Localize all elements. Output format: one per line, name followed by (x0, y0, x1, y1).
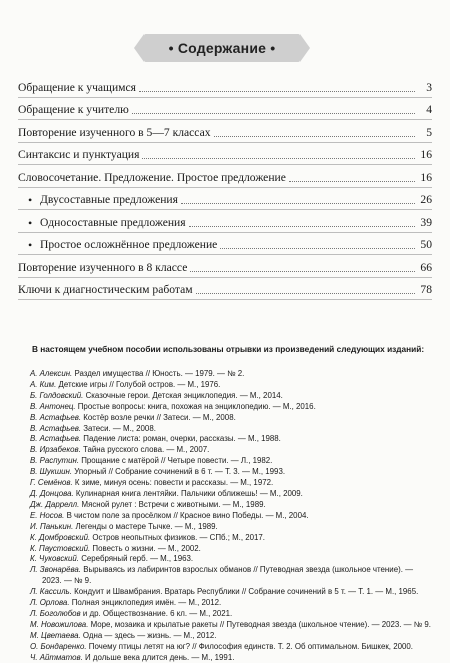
reference-author: К. Паустовский. (30, 543, 91, 553)
reference-author: В. Распутин. (30, 456, 80, 466)
reference-text: Море, мозаика и крылатые ракеты // Путеводная звезда (школьное чтение). — 2023. — № 9. (88, 619, 431, 629)
reference-author: А. Алексин. (30, 369, 73, 378)
reference-item (30, 609, 434, 620)
reference-text: Затеси. — М., 2008. (81, 423, 156, 433)
toc-entry-title: Обращение к учащимся (18, 80, 136, 94)
bullet-icon: • (28, 238, 33, 252)
toc-entry (18, 275, 432, 298)
toc-entry-page: 26 (420, 193, 432, 206)
reference-item (30, 653, 434, 663)
reference-text: Костёр возле речки // Затеси. — М., 2008. (81, 412, 236, 422)
reference-text: Вырываясь из лабиринтов взрослых обманов // Путеводная звезда (школьное чтение). — 2023. — № 9. (42, 565, 413, 586)
reference-item (30, 402, 434, 413)
reference-author: Л. Боголюбов (30, 608, 81, 618)
toc-entry-title: Синтаксис и пунктуация (18, 148, 140, 161)
bullet-icon: • (28, 215, 33, 230)
contents-header (144, 34, 300, 62)
reference-item (30, 456, 434, 467)
reference-item (30, 445, 434, 456)
reference-item (30, 522, 434, 533)
reference-text: Раздел имущества // Юность. — 1979. — № 2. (72, 369, 245, 378)
reference-author: Д. Донцова. (30, 488, 74, 498)
sources-intro: В настоящем учебном пособии использованы отрывки из произведений следующих изданий: (32, 344, 425, 354)
reference-text: Сказочные герои. Детская энциклопедия. — М., 2014. (83, 390, 283, 400)
dot-leader (214, 135, 415, 137)
reference-text: В чистом поле за просёлком // Красное вино Победы. — М., 2004. (64, 510, 309, 520)
dot-leader (189, 225, 415, 227)
toc-entry-title: Простое осложнённое предложение (40, 238, 218, 251)
toc-entry-page: 78 (420, 283, 432, 296)
toc-entry (18, 185, 432, 208)
reference-text: Легенды о мастере Тычке. — М., 1989. (73, 521, 218, 531)
reference-item (30, 380, 434, 391)
toc-entry (18, 162, 432, 185)
reference-item (30, 511, 434, 522)
reference-text: Детские игры // Голубой остров. — М., 1976. (56, 379, 221, 389)
reference-text: Тайна русского слова. — М., 2007. (80, 445, 210, 455)
reference-text: Полная энциклопедия имён. — М., 2012. (69, 598, 222, 608)
reference-item (30, 620, 434, 631)
reference-author: Дж. Даррелл. (30, 499, 80, 509)
reference-author: И. Панькин. (30, 521, 74, 531)
reference-author: Л. Орлова. (30, 598, 70, 608)
reference-text: Повесть о жизни. — М., 2002. (90, 543, 201, 553)
reference-item (30, 478, 434, 489)
dot-leader (196, 292, 415, 294)
toc-entry (18, 252, 432, 275)
dot-leader (142, 157, 415, 159)
reference-item (30, 554, 434, 565)
reference-item (30, 391, 434, 402)
reference-text: Остров неопытных физиков. — СПб.; М., 2017. (90, 532, 265, 542)
reference-author: Е. Носов. (30, 510, 65, 520)
dot-leader (289, 180, 415, 182)
toc-entry-page: 3 (426, 80, 432, 94)
reference-author: О. Бондаренко. (30, 641, 87, 651)
toc-entry-title: Ключи к диагностическим работам (18, 283, 193, 296)
reference-text: К зиме, минуя осень: повести и рассказы. — М., 1972. (72, 478, 274, 488)
toc-entry-page: 16 (420, 148, 432, 161)
toc-entry-page: 4 (426, 103, 432, 116)
reference-text: Упорный // Собрание сочинений в 6 т. — Т. 3. — М., 1993. (72, 467, 286, 477)
reference-author: М. Цветаева. (30, 630, 81, 640)
toc-entry (18, 207, 432, 230)
reference-author: В. Астафьев. (30, 412, 82, 422)
reference-author: Б. Голдовский. (30, 390, 84, 400)
reference-text: Кондуит и Швамбрания. Вратарь Республики // Собрание сочинений в 5 т. — Т. 1. — М., 1965. (71, 587, 419, 597)
toc-entry-title: Обращение к учителю (18, 103, 129, 116)
reference-text: и др. Обществознание. 6 кл. — М., 2021. (80, 608, 233, 618)
reference-item (30, 544, 434, 555)
reference-author: К. Чуковский. (30, 554, 79, 564)
dot-leader (181, 202, 415, 204)
reference-text: Почему птицы летят на юг? // Философия единств. Т. 2. Об оптимальном. Бишкек, 2000. (86, 641, 413, 651)
reference-author: В. Шукшин. (30, 467, 73, 477)
dot-leader (139, 90, 415, 92)
reference-item (30, 533, 434, 544)
toc-entry (18, 140, 432, 163)
reference-text: Прощание с матёрой // Четыре повести. — Л., 1982. (79, 456, 273, 466)
reference-text: Мясной рулет : Встречи с животными. — М., 1989. (79, 499, 266, 509)
reference-author: М. Новожилова. (30, 619, 89, 629)
table-of-contents (18, 72, 432, 297)
reference-author: В. Астафьев. (30, 434, 82, 444)
reference-author: Ч. Айтматов. (30, 652, 83, 662)
reference-text: Одна — здесь — жизнь. — М., 2012. (80, 630, 217, 640)
toc-entry (18, 95, 432, 118)
reference-author: Л. Звонарёва. (30, 565, 82, 575)
toc-entry-title: Словосочетание. Предложение. Простое предложение (18, 170, 286, 184)
toc-entry-title: Повторение изученного в 5—7 классах (18, 125, 211, 139)
reference-author: А. Ким. (30, 379, 57, 389)
toc-entry (18, 72, 432, 95)
reference-item (30, 489, 434, 500)
reference-author: В. Антонец. (30, 401, 76, 411)
reference-text: Падение листа: роман, очерки, рассказы. — М., 1988. (81, 434, 281, 444)
reference-author: В. Астафьев. (30, 423, 82, 433)
reference-item (30, 369, 434, 380)
reference-text: Простые вопросы: книга, похожая на энциклопедию. — М., 2016. (75, 401, 316, 411)
reference-list (30, 369, 434, 663)
toc-entry-title: Односоставные предложения (40, 215, 186, 229)
reference-item (30, 467, 434, 478)
toc-entry-page: 39 (420, 215, 432, 229)
reference-author: Г. Семёнов. (30, 478, 73, 488)
toc-entry-page: 5 (426, 125, 432, 139)
reference-item (30, 642, 434, 653)
reference-item (30, 413, 434, 424)
reference-item (30, 434, 434, 445)
bullet-icon: • (28, 193, 33, 207)
reference-author: Л. Кассиль. (30, 587, 72, 597)
toc-entry-title: Двусоставные предложения (40, 193, 178, 206)
reference-item (30, 598, 434, 609)
reference-item (30, 631, 434, 642)
reference-author: В. Ирзабеков. (30, 445, 81, 455)
dot-leader (220, 247, 415, 249)
toc-entry-page: 66 (420, 260, 432, 274)
toc-entry-page: 16 (420, 170, 432, 184)
contents-title: • Содержание • (168, 40, 276, 56)
reference-text: Серебряный герб. — М., 1963. (79, 554, 194, 564)
reference-text: Кулинарная книга лентяйки. Пальчики оближешь! — М., 2009. (73, 488, 303, 498)
toc-entry-title: Повторение изученного в 8 классе (18, 260, 188, 274)
dot-leader (132, 112, 415, 114)
row-divider (18, 299, 432, 300)
reference-item (30, 565, 434, 587)
reference-item (30, 500, 434, 511)
toc-entry (18, 230, 432, 253)
toc-entry-page: 50 (420, 238, 432, 251)
reference-author: К. Домбровский. (30, 532, 91, 542)
reference-item (30, 424, 434, 435)
dot-leader (190, 270, 415, 272)
toc-entry (18, 117, 432, 140)
reference-text: И дольше века длится день. — М., 1991. (82, 652, 235, 662)
reference-item (30, 587, 434, 598)
